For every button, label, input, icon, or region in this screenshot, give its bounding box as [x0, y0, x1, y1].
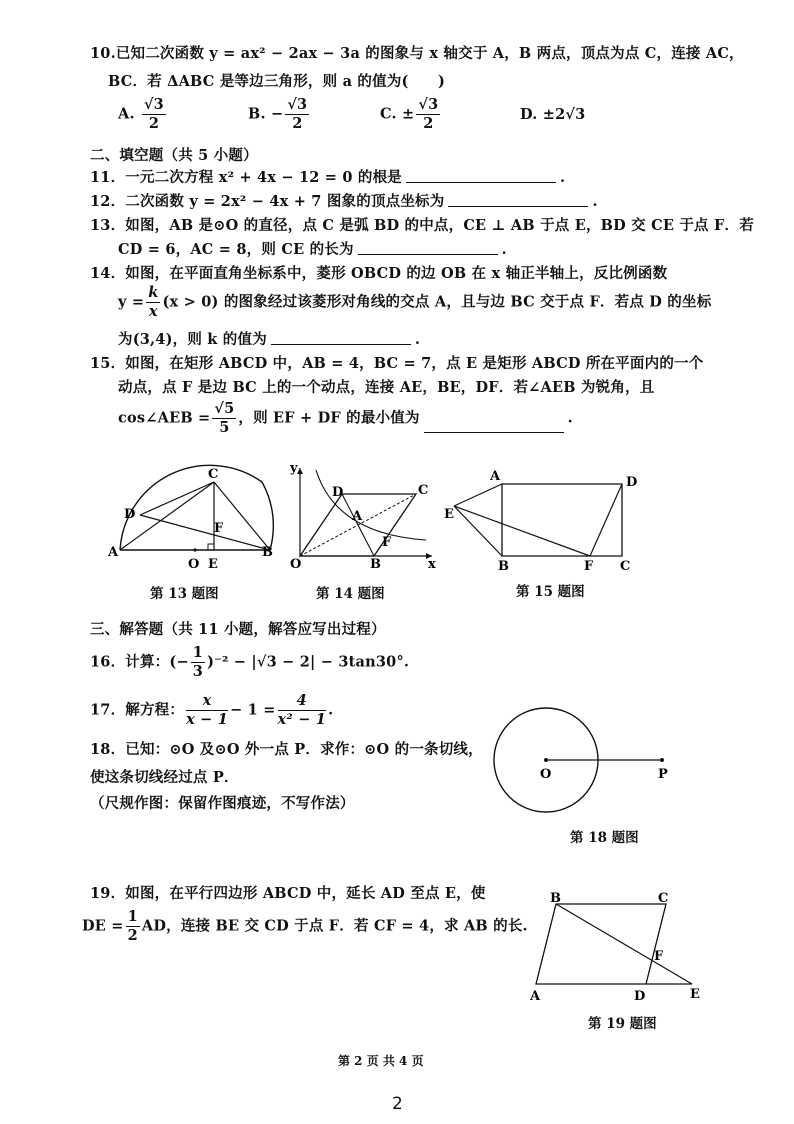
f14-label-f: F [382, 535, 392, 550]
f19-label-c: C [658, 891, 669, 906]
q15-line2: 动点，点 F 是边 BC 上的一个动点，连接 AE，BE，DF．若∠AEB 为锐角，且 [118, 379, 655, 396]
f19-label-f: F [654, 949, 664, 964]
f18-label-p: P [658, 767, 668, 782]
f14-label-a: A [352, 509, 363, 524]
f19-label-e: E [690, 987, 700, 1002]
figure-19 [526, 892, 716, 1007]
page-number: 2 [392, 1094, 403, 1114]
q16: 16．计算：(− $\frac{1}{3}$ )⁻² − |√3 − 2| − 3tan30°. [90, 644, 410, 680]
page-footer: 第 2 页 共 4 页 [338, 1054, 424, 1068]
section2-title: 二、填空题（共 5 小题） [90, 147, 258, 164]
f14-label-d: D [332, 485, 344, 500]
caption-13: 第 13 题图 [150, 586, 219, 602]
f15-label-a: A [490, 469, 501, 484]
f19-label-b: B [550, 891, 561, 906]
caption-19: 第 19 题图 [588, 1016, 657, 1032]
f15-label-e: E [444, 507, 454, 522]
f13-label-d: D [124, 507, 136, 522]
figure-18 [494, 702, 684, 822]
q18-line1: 18．已知：⊙O 及⊙O 外一点 P．求作：⊙O 的一条切线， [90, 741, 483, 758]
f15-label-d: D [626, 475, 638, 490]
f13-label-o: O [188, 557, 200, 572]
caption-14: 第 14 题图 [316, 586, 385, 602]
f13-label-b: B [262, 545, 273, 560]
caption-15: 第 15 题图 [516, 584, 585, 600]
q14-line3: 为(3,4)，则 k 的值为 . [118, 331, 421, 348]
q15-line3: cos∠AEB = $\frac{√5}{5}$ ，则 EF + DF 的最小值为 . [118, 400, 573, 436]
q19-line2: DE = $\frac{1}{2}$ AD，连接 BE 交 CD 于点 F．若 CF = 4，求 AB 的长. [82, 908, 528, 944]
f13-label-f: F [214, 521, 224, 536]
figure-14 [286, 461, 436, 574]
f15-label-b: B [498, 559, 509, 574]
q19-line1: 19．如图，在平行四边形 ABCD 中，延长 AD 至点 E，使 [90, 885, 486, 902]
f14-label-b: B [370, 557, 381, 572]
q10-line1: 10.已知二次函数 y = ax² − 2ax − 3a 的图象与 x 轴交于 A，B 两点，顶点为点 C，连接 AC， [90, 45, 744, 62]
f14-label-x: x [428, 557, 436, 572]
q18-line3: （尺规作图：保留作图痕迹，不写作法） [90, 795, 355, 812]
figure-15 [444, 469, 644, 574]
figure-13 [108, 467, 290, 580]
q18-line2: 使这条切线经过点 P． [90, 769, 239, 786]
f19-label-a: A [530, 989, 541, 1004]
q10-option-a: A. $\frac{√3}{2}$ [118, 96, 164, 132]
f15-label-c: C [620, 559, 631, 574]
q15-line1: 15．如图，在矩形 ABCD 中，AB = 4，BC = 7，点 E 是矩形 ABCD 所在平面内的一个 [90, 355, 704, 372]
f13-label-c: C [208, 467, 219, 482]
q11: 11．一元二次方程 x² + 4x − 12 = 0 的根是 . [90, 169, 566, 186]
f19-label-d: D [634, 989, 646, 1004]
q10-option-b: B. − $\frac{√3}{2}$ [248, 96, 308, 132]
q17: 17．解方程： $\frac{x}{x - 1}$ − 1 = $\frac{4}{\text{x² − 1}}$ . [90, 692, 334, 728]
q10-option-c: C. ± $\frac{√3}{2}$ [380, 96, 439, 132]
f14-label-c: C [418, 483, 429, 498]
q12: 12．二次函数 y = 2x² − 4x + 7 图象的顶点坐标为 . [90, 193, 598, 210]
f13-label-e: E [208, 557, 218, 572]
q14-line1: 14．如图，在平面直角坐标系中，菱形 OBCD 的边 OB 在 x 轴正半轴上，反比例函数 [90, 265, 668, 282]
q14-line2: y = $\frac{k}{x}$ (x > 0) 的图象经过该菱形对角线的交点 A，且与边 BC 交于点 F．若点 D 的坐标 [118, 284, 712, 320]
f15-label-f: F [584, 559, 594, 574]
caption-18: 第 18 题图 [570, 830, 639, 846]
q10-line2: BC．若 ΔABC 是等边三角形，则 a 的值为( ) [108, 73, 446, 90]
q13-line2: CD = 6，AC = 8，则 CE 的长为 . [118, 241, 507, 258]
section3-title: 三、解答题（共 11 小题，解答应写出过程） [90, 621, 386, 638]
f13-label-a: A [108, 545, 119, 560]
f14-label-y: y [290, 461, 298, 476]
q13-line1: 13．如图，AB 是⊙O 的直径，点 C 是弧 BD 的中点，CE ⊥ AB 于点 E，BD 交 CE 于点 F．若 [90, 217, 754, 234]
f18-label-o: O [540, 767, 552, 782]
q10-option-d: D. ±2√3 [520, 106, 586, 123]
f14-label-o: O [290, 557, 302, 572]
